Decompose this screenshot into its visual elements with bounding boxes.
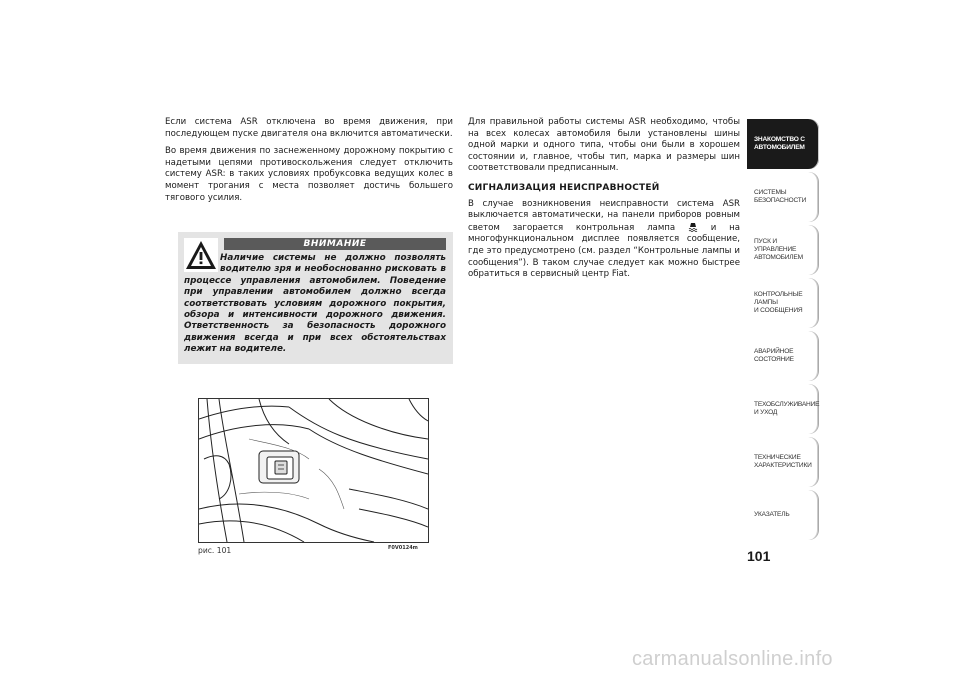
warning-box <box>178 232 453 364</box>
tab-label: УКАЗАТЕЛЬ <box>754 511 790 518</box>
tab-section[interactable] <box>747 384 819 434</box>
figure-code: F0V0124m <box>388 545 418 551</box>
warning-title: ВНИМАНИЕ <box>224 238 446 250</box>
tab-section[interactable] <box>747 437 819 487</box>
figure-illustration <box>198 398 429 543</box>
tab-label: КОНТРОЛЬНЫЕ ЛАМПЫ И СООБЩЕНИЯ <box>754 291 803 314</box>
page-number: 101 <box>747 548 771 564</box>
console-switch-illustration <box>199 399 428 542</box>
paragraph-fault-signal <box>468 199 740 281</box>
right-text-column <box>468 117 740 287</box>
tab-section[interactable] <box>747 225 819 275</box>
paragraph-tyres: Для правильной работы системы ASR необходимо, чтобы на всех колесах автомобиля были установлены шины одной марки и одного типа, чтобы они были в хорошем состоянии и, главное, чтобы тип, марка и размеры шин соответствовали предписанным. <box>468 117 740 174</box>
section-heading-faults: СИГНАЛИЗАЦИЯ НЕИСПРАВНОСТЕЙ <box>468 182 660 193</box>
fault-text-before-icon: В случае возникновения неисправности система ASR выключается автоматически, на панели приборов ровным светом загорается контрольная лампа <box>468 198 740 233</box>
tab-label: АВАРИЙНОЕ СОСТОЯНИЕ <box>754 348 794 363</box>
tab-section[interactable] <box>747 172 819 222</box>
fault-text-after-icon: и на многофункциональном дисплее появляется сообщение, где это предусмотрено (см. раздел “Контрольные лампы и сообщения”). В таком случае следует как можно быстрее обратиться в сервисный центр Fiat. <box>468 222 741 280</box>
tab-label: ЗНАКОМСТВО С АВТОМОБИЛЕМ <box>754 136 805 151</box>
paragraph-asr-restart: Если система ASR отключена во время движения, при последующем пуске двигателя она включится автоматически. <box>165 117 453 139</box>
tab-section[interactable] <box>747 490 819 540</box>
section-tabs <box>747 119 819 543</box>
tab-label: ПУСК И УПРАВЛЕНИЕ АВТОМОБИЛЕМ <box>754 238 803 261</box>
tab-label: ТЕХНИЧЕСКИЕ ХАРАКТЕРИСТИКИ <box>754 454 812 469</box>
tab-label: СИСТЕМЫ БЕЗОПАСНОСТИ <box>754 189 807 204</box>
figure-caption: рис. 101 <box>198 546 232 555</box>
tab-label: ТЕХОБСЛУЖИВАНИЕ И УХОД <box>754 401 820 416</box>
asr-warning-lamp-icon <box>688 222 698 232</box>
tab-section[interactable] <box>747 119 819 169</box>
watermark: carmanualsonline.info <box>632 648 833 670</box>
tab-section[interactable] <box>747 331 819 381</box>
left-text-column <box>165 117 453 210</box>
warning-text: Наличие системы не должно позволять водителю зря и необоснованно рисковать в процессе управления автомобилем. Поведение при управлении автомобилем должно всегда соответствовать условиям дорожного покрытия, обзора и интенсивности дорожного движения. Ответственность за безопасность дорожного движения всегда и при всех обстоятельствах лежит на водителе. <box>184 253 446 355</box>
paragraph-asr-snow-chains: Во время движения по заснеженному дорожному покрытию с надетыми цепями противоскольжения следует отключить систему ASR: в таких условиях пробуксовка ведущих колес в момент трогания с места позволяет достичь большего тягового усилия. <box>165 146 453 203</box>
tab-section[interactable] <box>747 278 819 328</box>
